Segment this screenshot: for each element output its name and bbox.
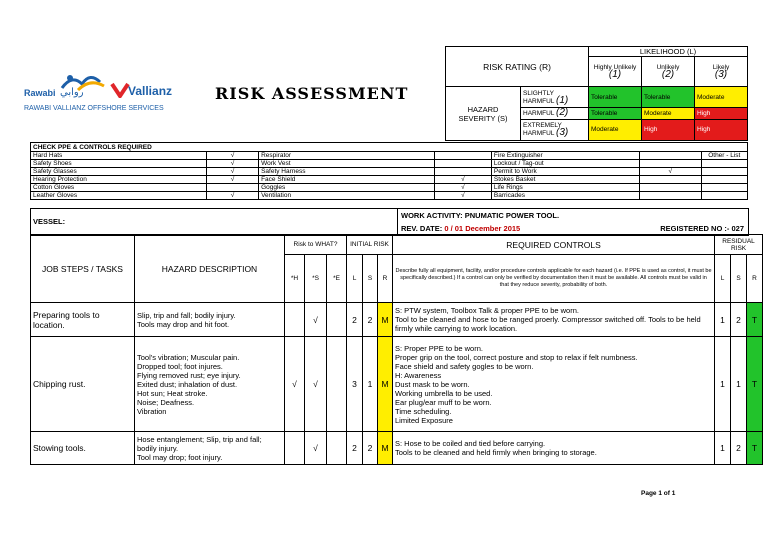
rawabi-arabic: روابي	[60, 87, 84, 98]
residual-l: 1	[715, 303, 731, 337]
table-row	[31, 337, 763, 432]
assessment-table	[30, 234, 763, 465]
matrix-cell: High	[695, 108, 748, 120]
matrix-cell: High	[642, 119, 695, 140]
initial-s: 2	[363, 303, 378, 337]
ppe-check	[435, 152, 492, 160]
residual-l: 1	[715, 432, 731, 465]
residual-s: 2	[731, 303, 747, 337]
col-residual-l: L	[715, 255, 731, 303]
ppe-item	[701, 160, 747, 168]
risk-e	[327, 432, 347, 465]
ppe-item: Safety Shoes	[31, 160, 207, 168]
ppe-check: √	[435, 192, 492, 200]
col-residual-s: S	[731, 255, 747, 303]
controls-cell-line: Time scheduling.	[395, 406, 452, 416]
initial-r: M	[378, 303, 393, 337]
risk-h	[285, 432, 305, 465]
ppe-header: CHECK PPE & CONTROLS REQUIRED	[31, 143, 748, 152]
col-hazard: HAZARD DESCRIPTION	[135, 235, 285, 303]
vessel-label: VESSEL:	[33, 217, 66, 226]
info-row	[30, 208, 749, 236]
ppe-item: Safety Glasses	[31, 168, 207, 176]
hazard-cell	[135, 337, 285, 432]
col-h: *H	[285, 255, 305, 303]
controls-cell	[393, 432, 715, 465]
residual-s: 2	[731, 432, 747, 465]
ppe-check: √	[206, 152, 258, 160]
severity-label: HAZARD SEVERITY (S)	[446, 87, 521, 141]
matrix-cell: Tolerable	[642, 87, 695, 108]
ppe-row	[31, 184, 748, 192]
initial-l: 2	[347, 303, 363, 337]
ppe-item: Stokes Basket	[491, 176, 639, 184]
ppe-item: Hard Hats	[31, 152, 207, 160]
ppe-check	[640, 184, 702, 192]
controls-cell	[393, 303, 715, 337]
ppe-item: Permit to Work	[491, 168, 639, 176]
col-required-controls: REQUIRED CONTROLS	[393, 235, 715, 255]
col-residual-risk: RESIDUAL RISK	[715, 235, 763, 255]
col-l: L	[347, 255, 363, 303]
ppe-item	[701, 184, 747, 192]
company-logo	[24, 68, 189, 118]
controls-cell-line: S: Proper PPE to be worn.	[395, 343, 483, 353]
ppe-item: Other - List	[701, 152, 747, 160]
ppe-item: Life Rings	[491, 184, 639, 192]
col-r: R	[378, 255, 393, 303]
ppe-check: √	[435, 176, 492, 184]
risk-s: √	[305, 432, 327, 465]
table-row	[31, 303, 763, 337]
controls-cell-line: Limited Exposure	[395, 415, 453, 425]
ppe-check	[640, 192, 702, 200]
risk-h	[285, 303, 305, 337]
registered-no: REGISTERED NO :- 027	[660, 224, 744, 233]
ppe-check	[640, 152, 702, 160]
residual-l: 1	[715, 337, 731, 432]
matrix-cell: Tolerable	[589, 108, 642, 120]
risk-rating-label: RISK RATING (R)	[446, 47, 589, 87]
page-title: RISK ASSESSMENT	[215, 84, 409, 103]
ppe-item: Respirator	[259, 152, 435, 160]
col-job-steps: JOB STEPS / TASKS	[31, 235, 135, 303]
ppe-check	[640, 176, 702, 184]
hazard-cell-line: Tool may drop; foot injury.	[137, 452, 223, 462]
col-residual-r: R	[747, 255, 763, 303]
ppe-item	[701, 168, 747, 176]
matrix-cell: Moderate	[642, 108, 695, 120]
ppe-check	[435, 160, 492, 168]
risk-e	[327, 337, 347, 432]
controls-cell-line: S: Hose to be coiled and tied before carrying.	[395, 439, 546, 448]
ppe-table	[30, 142, 748, 200]
controls-note: Describe fully all equipment, facility, and/or procedure controls applicable for each hazard (i.e. If PPE is used as control, it must be specifically described.) If a control can only be verified by documentation then it must be available. All controls must be valid in that they reduce severity, probability of both.	[393, 255, 715, 303]
ppe-check: √	[206, 192, 258, 200]
col-sv: S	[363, 255, 378, 303]
ppe-check	[640, 160, 702, 168]
task-cell: Preparing tools to location.	[31, 303, 135, 337]
ppe-item: Ventilation	[259, 192, 435, 200]
controls-cell-line: Tools to be cleaned and held firmly when bringing to storage.	[395, 448, 597, 457]
rawabi-name: Rawabi	[24, 88, 56, 98]
risk-s: √	[305, 337, 327, 432]
risk-e	[327, 303, 347, 337]
ppe-item: Lockout / Tag-out	[491, 160, 639, 168]
ppe-row	[31, 168, 748, 176]
ppe-item: Hearing Protection	[31, 176, 207, 184]
controls-cell-line: Face shield and safety gogles to be worn.	[395, 361, 534, 371]
controls-cell-line: Proper grip on the tool, correct posture and stop to relax if felt numbness.	[395, 352, 638, 362]
controls-cell	[393, 337, 715, 432]
ppe-item: Fire Extinguisher	[491, 152, 639, 160]
ppe-row	[31, 176, 748, 184]
matrix-cell: High	[695, 119, 748, 140]
controls-cell-line: Working umbrella to be used.	[395, 388, 493, 398]
hazard-cell	[135, 432, 285, 465]
ppe-item	[701, 192, 747, 200]
hazard-cell-line: Hot sun; Heat stroke.	[137, 388, 208, 398]
col-e: *E	[327, 255, 347, 303]
hazard-cell-line: Noise; Deafness.	[137, 397, 195, 407]
ppe-check	[435, 168, 492, 176]
page-number: Page 1 of 1	[641, 490, 676, 497]
ppe-check	[206, 184, 258, 192]
matrix-cell: Moderate	[695, 87, 748, 108]
ppe-item: Work Vest	[259, 160, 435, 168]
risk-h: √	[285, 337, 305, 432]
residual-s: 1	[731, 337, 747, 432]
risk-matrix	[445, 46, 748, 141]
task-cell: Chipping rust.	[31, 337, 135, 432]
ppe-item: Leather Gloves	[31, 192, 207, 200]
likelihood-2: Unlikely (2)	[642, 57, 695, 87]
hazard-cell-line: Exited dust; inhalation of dust.	[137, 379, 238, 389]
initial-s: 2	[363, 432, 378, 465]
work-activity: WORK ACTIVITY: PNUMATIC POWER TOOL.	[401, 211, 560, 220]
controls-cell-line: Dust mask to be worn.	[395, 379, 470, 389]
vallianz-name: Vallianz	[128, 84, 173, 98]
task-cell: Stowing tools.	[31, 432, 135, 465]
initial-l: 2	[347, 432, 363, 465]
controls-cell-line: Tool to be cleaned and hose to be ranged proerly. Compressor switched off. Tools to be held firmly while carrying to work location.	[395, 315, 701, 333]
risk-s: √	[305, 303, 327, 337]
severity-2: HARMFUL (2)	[521, 108, 589, 120]
ppe-item: Cotton Gloves	[31, 184, 207, 192]
matrix-cell: Moderate	[589, 119, 642, 140]
ppe-check: √	[435, 184, 492, 192]
ppe-item: Goggles	[259, 184, 435, 192]
controls-cell-line: H: Awareness	[395, 370, 442, 380]
hazard-cell-line: Dropped tool; foot injures.	[137, 361, 223, 371]
controls-cell-line: S: PTW system, Toolbox Talk & proper PPE to be worn.	[395, 306, 579, 315]
controls-cell-line: Ear plug/ear muff to be worn.	[395, 397, 492, 407]
likelihood-3: Likely (3)	[695, 57, 748, 87]
initial-s: 1	[363, 337, 378, 432]
likelihood-label: LIKELIHOOD (L)	[589, 47, 748, 57]
hazard-cell-line: Tools may drop and hit foot.	[137, 319, 230, 329]
rev-date: REV. DATE: 0 / 01 December 2015	[401, 224, 521, 233]
initial-l: 3	[347, 337, 363, 432]
ppe-row	[31, 160, 748, 168]
matrix-cell: Tolerable	[589, 87, 642, 108]
ppe-check: √	[206, 168, 258, 176]
severity-1: SLIGHTLY HARMFUL (1)	[521, 87, 589, 108]
ppe-item	[701, 176, 747, 184]
col-s: *S	[305, 255, 327, 303]
hazard-cell-line: Tool's vibration; Muscular pain.	[137, 352, 240, 362]
residual-r: T	[747, 432, 763, 465]
hazard-cell-line: Flying removed rust; eye injury.	[137, 370, 241, 380]
col-initial-risk: INITIAL RISK	[347, 235, 393, 255]
ppe-item: Barricades	[491, 192, 639, 200]
ppe-item: Face Shield	[259, 176, 435, 184]
ppe-row	[31, 152, 748, 160]
ppe-check: √	[640, 168, 702, 176]
severity-3: EXTREMELY HARMFUL (3)	[521, 119, 589, 140]
company-full-name: RAWABI VALLIANZ OFFSHORE SERVICES	[24, 105, 164, 112]
hazard-cell-line: Slip, trip and fall; bodily injury.	[137, 310, 236, 320]
hazard-cell-line: Hose entanglement; Slip, trip and fall; bodily injury.	[137, 434, 262, 453]
initial-r: M	[378, 432, 393, 465]
residual-r: T	[747, 337, 763, 432]
ppe-check: √	[206, 160, 258, 168]
ppe-check: √	[206, 176, 258, 184]
initial-r: M	[378, 337, 393, 432]
col-risk-to: Risk to WHAT?	[285, 235, 347, 255]
hazard-cell	[135, 303, 285, 337]
residual-r: T	[747, 303, 763, 337]
ppe-row	[31, 192, 748, 200]
likelihood-1: Highly Unlikely (1)	[589, 57, 642, 87]
ppe-item: Safety Harness	[259, 168, 435, 176]
hazard-cell-line: Vibration	[137, 406, 167, 416]
table-row	[31, 432, 763, 465]
